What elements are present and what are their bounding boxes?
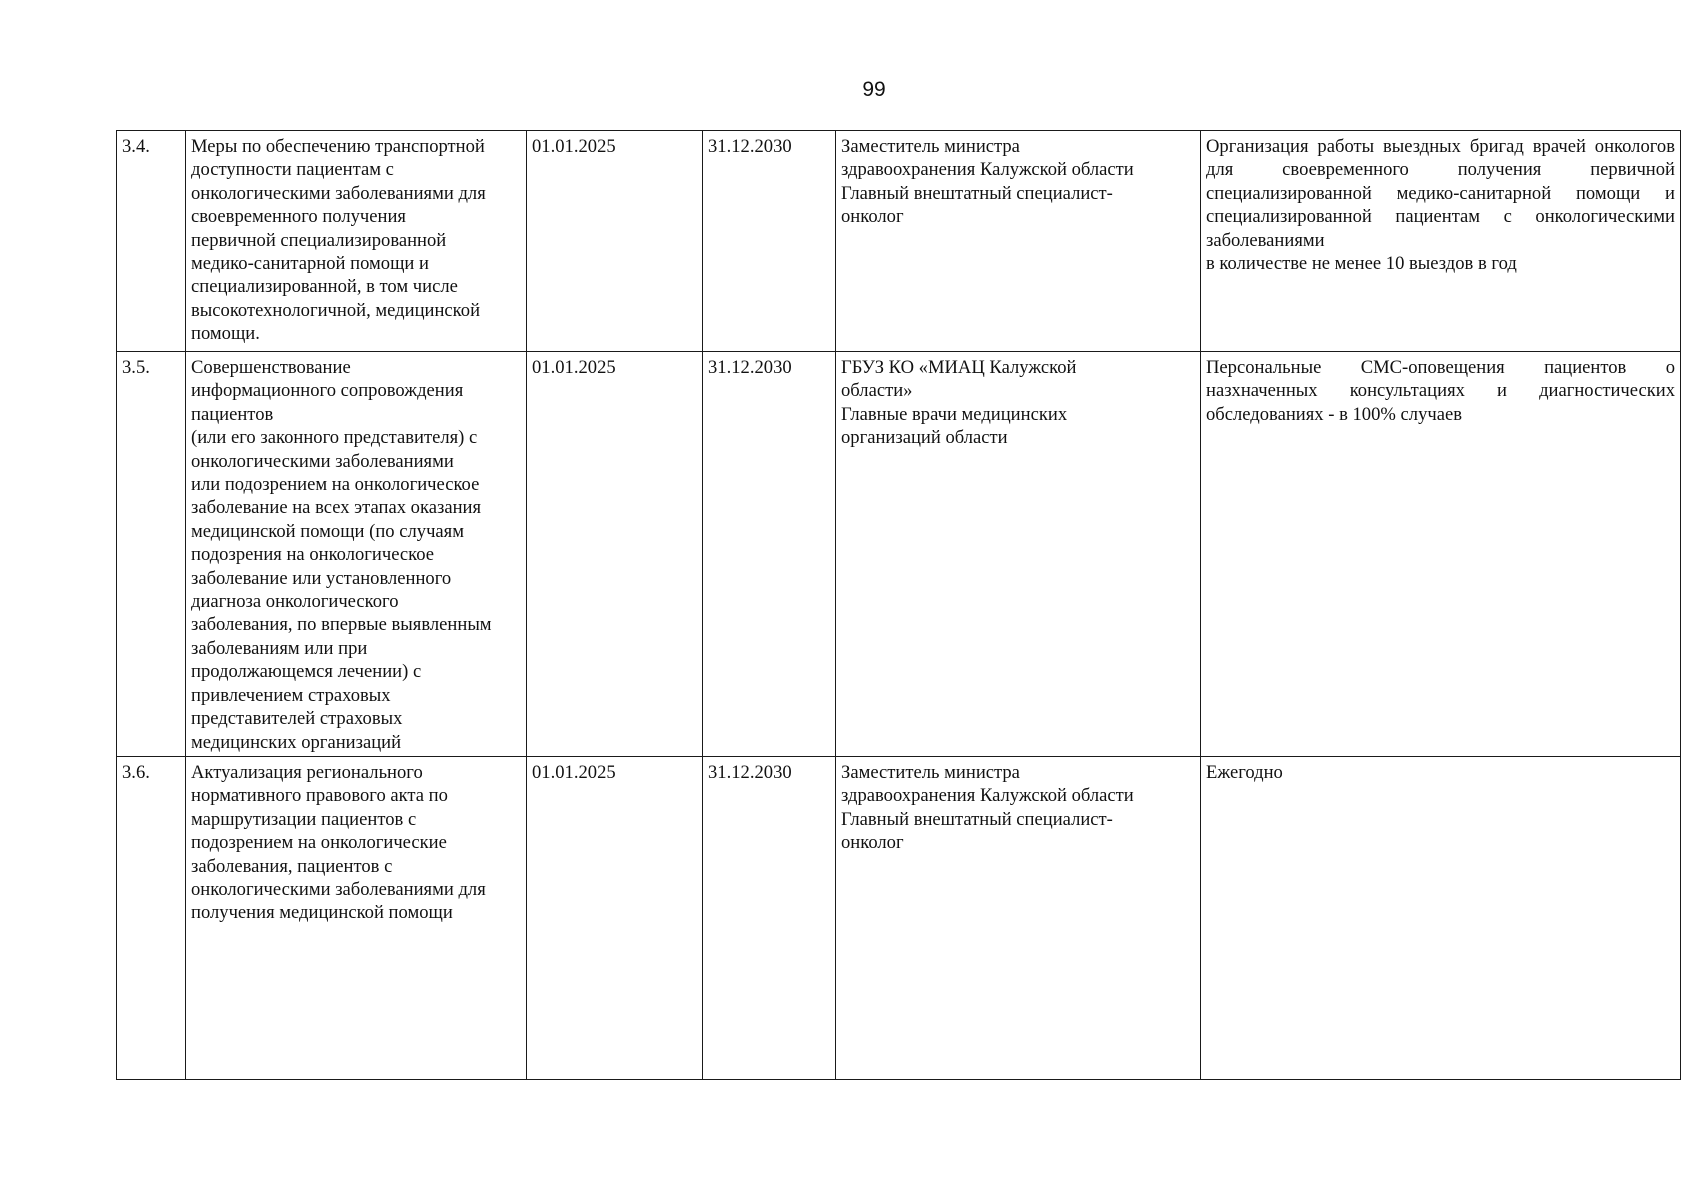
responsible-persons: Заместитель министра здравоохранения Калужской области Главный внештатный специалист- онколог	[836, 756, 1201, 1079]
start-date: 01.01.2025	[527, 756, 703, 1079]
row-number: 3.4.	[117, 131, 186, 352]
end-date: 31.12.2030	[703, 756, 836, 1079]
expected-result	[1201, 352, 1681, 757]
measures-table	[116, 130, 1681, 1080]
start-date: 01.01.2025	[527, 131, 703, 352]
responsible-persons: ГБУЗ КО «МИАЦ Калужской области» Главные врачи медицинских организаций области	[836, 352, 1201, 757]
page-number: 99	[862, 78, 886, 101]
result-text: Ежегодно	[1206, 761, 1283, 783]
responsible-persons: Заместитель министра здравоохранения Калужской области Главный внештатный специалист- онколог	[836, 131, 1201, 352]
table-row	[117, 131, 1681, 352]
expected-result	[1201, 131, 1681, 352]
row-number: 3.6.	[117, 756, 186, 1079]
result-text: Персональные СМС-оповещения пациентов о назхначенных консультациях и диагностических обследованиях - в 100% случаев	[1206, 357, 1675, 425]
measure-name: Совершенствование информационного сопровождения пациентов (или его законного представителя) с онкологическими заболеваниями или подозрением на онкологическое заболевание на всех этапах оказания медицинской помощи (по случаям подозрения на онкологическое заболевание или установленного диагноза онкологического заболевания, по впервые выявленным заболеваниям или при продолжающемся лечении) с привлечением страховых представителей страховых медицинских организаций	[186, 352, 527, 757]
row-number: 3.5.	[117, 352, 186, 757]
end-date: 31.12.2030	[703, 131, 836, 352]
measure-name: Меры по обеспечению транспортной доступности пациентам с онкологическими заболеваниями для своевременного получения первичной специализированной медико-санитарной помощи и специализированной, в том числе высокотехнологичной, медицинской помощи.	[186, 131, 527, 352]
measure-name: Актуализация регионального нормативного правового акта по маршрутизации пациентов с подозрением на онкологические заболевания, пациентов с онкологическими заболеваниями для получения медицинской помощи	[186, 756, 527, 1079]
result-text: Организация работы выездных бригад врачей онкологов для своевременного получения первичной специализированной медико-санитарной помощи и специализированной пациентам с онкологическими заболеваниями	[1206, 136, 1675, 251]
expected-result	[1201, 756, 1681, 1079]
start-date: 01.01.2025	[527, 352, 703, 757]
table-row	[117, 352, 1681, 757]
table-row	[117, 756, 1681, 1079]
end-date: 31.12.2030	[703, 352, 836, 757]
result-note: в количестве не менее 10 выездов в год	[1206, 253, 1517, 275]
